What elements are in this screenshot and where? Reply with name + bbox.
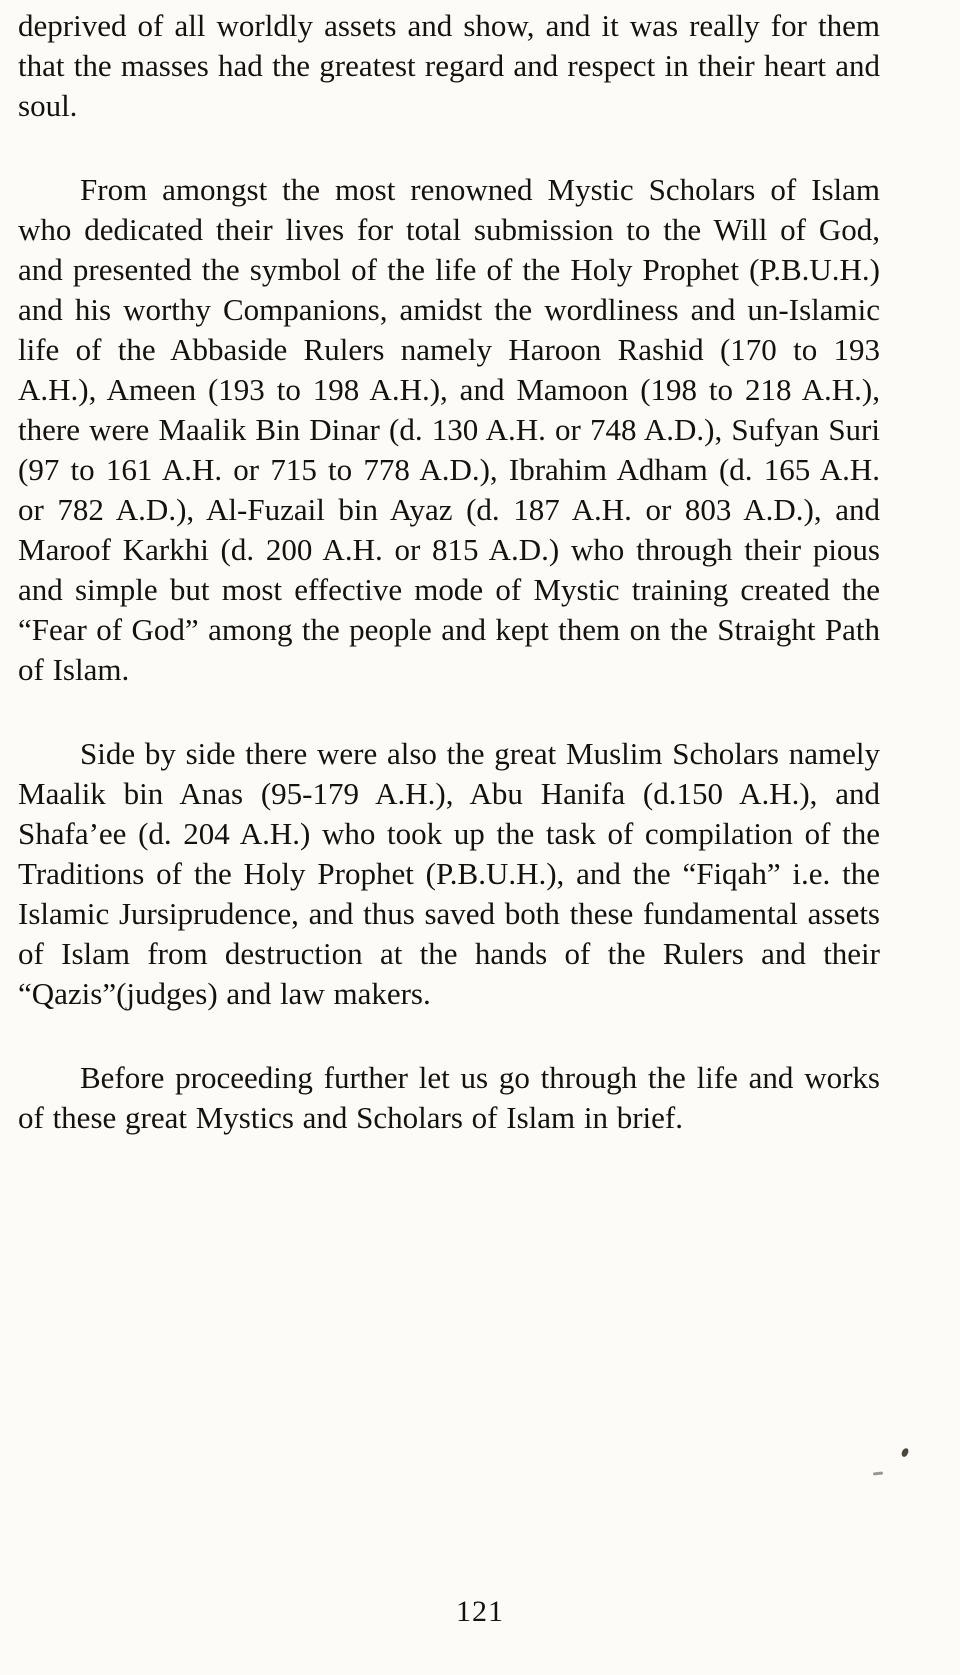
paragraph-1: deprived of all worldly assets and show, and it was really for them that the masses had the greatest regard and respect in their heart and soul. xyxy=(18,8,880,123)
scan-artifact xyxy=(873,1471,883,1475)
paragraph-3: Side by side there were also the great Muslim Scholars namely Maalik bin Anas (95-179 A.H.), Abu Hanifa (d.150 A.H.), and Shafa’ee (d. 204 A.H.) who took up the task of compilation of the Traditions of the Holy Prophet (P.B.U.H.), and the “Fiqah” i.e. the Islamic Jursiprudence, and thus saved both these fundamental assets of Islam from destruction at the hands of the Rulers and their “Qazis”(judges) and law makers. xyxy=(18,736,880,1011)
scan-artifact xyxy=(901,1447,909,1457)
page-text xyxy=(18,6,880,1182)
paragraph-4: Before proceeding further let us go through the life and works of these great Mystics and Scholars of Islam in brief. xyxy=(18,1060,880,1135)
paragraph-2: From amongst the most renowned Mystic Scholars of Islam who dedicated their lives for total submission to the Will of God, and presented the symbol of the life of the Holy Prophet (P.B.U.H.) and his worthy Companions, amidst the wordliness and un-Islamic life of the Abbaside Rulers namely Haroon Rashid (170 to 193 A.H.), Ameen (193 to 198 A.H.), and Mamoon (198 to 218 A.H.), there were Maalik Bin Dinar (d. 130 A.H. or 748 A.D.), Sufyan Suri (97 to 161 A.H. or 715 to 778 A.D.), Ibrahim Adham (d. 165 A.H. or 782 A.D.), Al-Fuzail bin Ayaz (d. 187 A.H. or 803 A.D.), and Maroof Karkhi (d. 200 A.H. or 815 A.D.) who through their pious and simple but most effective mode of Mystic training created the “Fear of God” among the people and kept them on the Straight Path of Islam. xyxy=(18,172,880,687)
page-number: 121 xyxy=(456,1595,504,1628)
